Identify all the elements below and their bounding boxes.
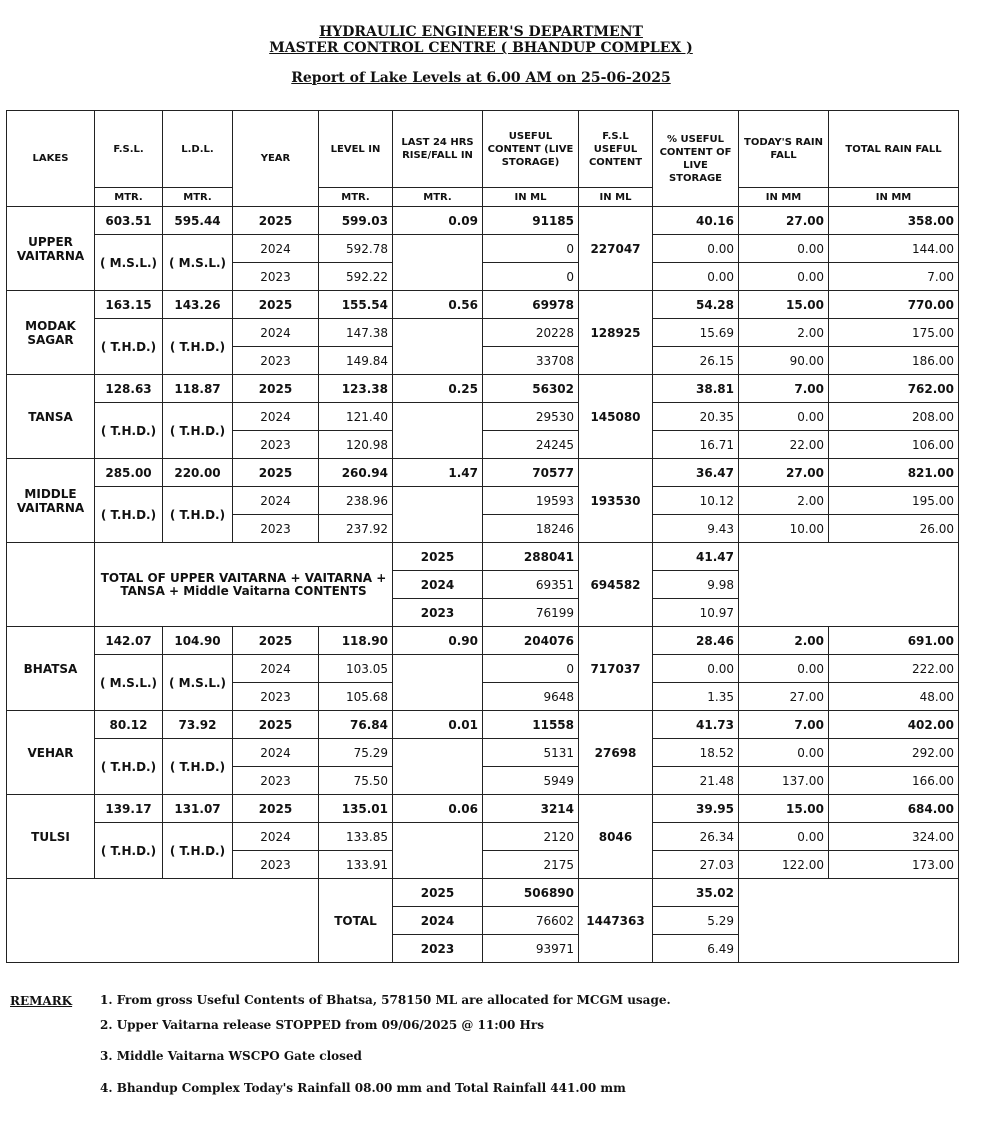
level-cell: 592.78 [319, 235, 393, 263]
useful-content-cell: 24245 [483, 431, 579, 459]
total-label: TOTAL [319, 879, 393, 963]
unit-total-rain: IN MM [829, 188, 959, 207]
blank-span [7, 879, 319, 963]
today-rain-cell: 27.00 [739, 207, 829, 235]
ldl-datum: ( T.H.D.) [163, 739, 233, 795]
year-cell: 2025 [393, 543, 483, 571]
fsl-useful-cell: 8046 [579, 795, 653, 879]
percent-cell: 28.46 [653, 627, 739, 655]
useful-content-cell: 29530 [483, 403, 579, 431]
percent-cell: 35.02 [653, 879, 739, 907]
col-total-rain: TOTAL RAIN FALL [829, 111, 959, 188]
useful-content-cell: 5131 [483, 739, 579, 767]
percent-cell: 0.00 [653, 235, 739, 263]
today-rain-cell: 0.00 [739, 263, 829, 291]
percent-cell: 6.49 [653, 935, 739, 963]
today-rain-cell: 7.00 [739, 711, 829, 739]
percent-cell: 41.73 [653, 711, 739, 739]
total-rain-cell: 691.00 [829, 627, 959, 655]
percent-cell: 15.69 [653, 319, 739, 347]
rise-fall-cell: 0.06 [393, 795, 483, 823]
table-row [7, 823, 959, 851]
percent-cell: 27.03 [653, 851, 739, 879]
useful-content-cell: 76199 [483, 599, 579, 627]
today-rain-cell: 2.00 [739, 487, 829, 515]
level-cell: 123.38 [319, 375, 393, 403]
remark-item-3: 3. Middle Vaitarna WSCPO Gate closed [100, 1049, 362, 1063]
level-cell: 149.84 [319, 347, 393, 375]
table-row [7, 459, 959, 487]
level-cell: 260.94 [319, 459, 393, 487]
lake-name: TULSI [7, 795, 95, 879]
year-cell: 2025 [233, 207, 319, 235]
percent-cell: 26.15 [653, 347, 739, 375]
today-rain-cell: 0.00 [739, 739, 829, 767]
total-rain-cell: 292.00 [829, 739, 959, 767]
fsl-useful-cell: 227047 [579, 207, 653, 291]
useful-content-cell: 0 [483, 263, 579, 291]
level-cell: 147.38 [319, 319, 393, 347]
rise-fall-cell: 1.47 [393, 459, 483, 487]
useful-content-cell: 0 [483, 655, 579, 683]
useful-content-cell: 91185 [483, 207, 579, 235]
table-row [7, 795, 959, 823]
today-rain-cell: 0.00 [739, 235, 829, 263]
fsl-useful-cell: 145080 [579, 375, 653, 459]
ldl-value: 220.00 [163, 459, 233, 487]
total-rain-cell: 166.00 [829, 767, 959, 795]
fsl-value: 128.63 [95, 375, 163, 403]
ldl-value: 104.90 [163, 627, 233, 655]
level-cell: 103.05 [319, 655, 393, 683]
year-cell: 2024 [233, 655, 319, 683]
fsl-datum: ( T.H.D.) [95, 739, 163, 795]
total-rain-cell: 402.00 [829, 711, 959, 739]
table-row [7, 711, 959, 739]
table-row [7, 739, 959, 767]
rise-fall-cell: 0.56 [393, 291, 483, 319]
rise-fall-blank [393, 487, 483, 543]
percent-cell: 39.95 [653, 795, 739, 823]
useful-content-cell: 20228 [483, 319, 579, 347]
today-rain-cell: 15.00 [739, 291, 829, 319]
level-cell: 105.68 [319, 683, 393, 711]
level-cell: 135.01 [319, 795, 393, 823]
fsl-datum: ( M.S.L.) [95, 655, 163, 711]
useful-content-cell: 9648 [483, 683, 579, 711]
total-rain-cell: 106.00 [829, 431, 959, 459]
unit-today-rain: IN MM [739, 188, 829, 207]
useful-content-cell: 288041 [483, 543, 579, 571]
ldl-datum: ( T.H.D.) [163, 487, 233, 543]
year-cell: 2024 [233, 235, 319, 263]
today-rain-cell: 137.00 [739, 767, 829, 795]
year-cell: 2023 [233, 851, 319, 879]
fsl-useful-cell: 128925 [579, 291, 653, 375]
fsl-value: 139.17 [95, 795, 163, 823]
year-cell: 2025 [233, 711, 319, 739]
today-rain-cell: 0.00 [739, 403, 829, 431]
lake-name: UPPER VAITARNA [7, 207, 95, 291]
today-rain-cell: 0.00 [739, 823, 829, 851]
blank-rain [739, 879, 959, 963]
rise-fall-cell: 0.25 [393, 375, 483, 403]
table-row [7, 375, 959, 403]
percent-cell: 1.35 [653, 683, 739, 711]
ldl-datum: ( T.H.D.) [163, 403, 233, 459]
rise-fall-blank [393, 403, 483, 459]
col-level: LEVEL IN [319, 111, 393, 188]
percent-cell: 10.12 [653, 487, 739, 515]
ldl-value: 595.44 [163, 207, 233, 235]
rise-fall-blank [393, 655, 483, 711]
percent-cell: 0.00 [653, 655, 739, 683]
remark-label: REMARK [10, 994, 73, 1008]
useful-content-cell: 33708 [483, 347, 579, 375]
year-cell: 2023 [233, 263, 319, 291]
table-row [7, 235, 959, 263]
useful-content-cell: 204076 [483, 627, 579, 655]
level-cell: 133.85 [319, 823, 393, 851]
ldl-datum: ( T.H.D.) [163, 823, 233, 879]
fsl-datum: ( T.H.D.) [95, 319, 163, 375]
useful-content-cell: 70577 [483, 459, 579, 487]
year-cell: 2024 [233, 319, 319, 347]
fsl-useful-cell: 694582 [579, 543, 653, 627]
unit-useful: IN ML [483, 188, 579, 207]
today-rain-cell: 0.00 [739, 655, 829, 683]
level-cell: 133.91 [319, 851, 393, 879]
level-cell: 76.84 [319, 711, 393, 739]
total-rain-cell: 175.00 [829, 319, 959, 347]
total-rain-cell: 770.00 [829, 291, 959, 319]
header-row [7, 111, 959, 188]
level-cell: 155.54 [319, 291, 393, 319]
ldl-datum: ( T.H.D.) [163, 319, 233, 375]
rise-fall-cell: 0.90 [393, 627, 483, 655]
lake-name: TANSA [7, 375, 95, 459]
level-cell: 237.92 [319, 515, 393, 543]
today-rain-cell: 2.00 [739, 319, 829, 347]
col-year: YEAR [233, 111, 319, 207]
col-ldl: L.D.L. [163, 111, 233, 188]
percent-cell: 26.34 [653, 823, 739, 851]
remark-item-2: 2. Upper Vaitarna release STOPPED from 09/06/2025 @ 11:00 Hrs [100, 1018, 544, 1032]
useful-content-cell: 76602 [483, 907, 579, 935]
fsl-datum: ( M.S.L.) [95, 235, 163, 291]
table-row [7, 487, 959, 515]
year-cell: 2023 [233, 515, 319, 543]
fsl-value: 80.12 [95, 711, 163, 739]
level-cell: 75.50 [319, 767, 393, 795]
col-useful: USEFUL CONTENT (LIVE STORAGE) [483, 111, 579, 188]
year-cell: 2024 [233, 403, 319, 431]
year-cell: 2023 [233, 431, 319, 459]
useful-content-cell: 506890 [483, 879, 579, 907]
remark-item-1: 1. From gross Useful Contents of Bhatsa, 578150 ML are allocated for MCGM usage. [100, 993, 671, 1007]
unit-ldl: MTR. [163, 188, 233, 207]
today-rain-cell: 122.00 [739, 851, 829, 879]
fsl-value: 603.51 [95, 207, 163, 235]
total-rain-cell: 821.00 [829, 459, 959, 487]
today-rain-cell: 90.00 [739, 347, 829, 375]
today-rain-cell: 27.00 [739, 459, 829, 487]
total-rain-cell: 173.00 [829, 851, 959, 879]
level-cell: 75.29 [319, 739, 393, 767]
blank-lake [7, 543, 95, 627]
col-today-rain: TODAY'S RAIN FALL [739, 111, 829, 188]
percent-cell: 0.00 [653, 263, 739, 291]
unit-level: MTR. [319, 188, 393, 207]
useful-content-cell: 19593 [483, 487, 579, 515]
year-cell: 2023 [233, 683, 319, 711]
table-row [7, 403, 959, 431]
year-cell: 2024 [393, 571, 483, 599]
table-row [7, 319, 959, 347]
useful-content-cell: 56302 [483, 375, 579, 403]
today-rain-cell: 7.00 [739, 375, 829, 403]
year-cell: 2023 [393, 935, 483, 963]
today-rain-cell: 27.00 [739, 683, 829, 711]
fsl-datum: ( T.H.D.) [95, 403, 163, 459]
percent-cell: 16.71 [653, 431, 739, 459]
rise-fall-blank [393, 823, 483, 879]
fsl-value: 163.15 [95, 291, 163, 319]
year-cell: 2024 [393, 907, 483, 935]
table-row [7, 655, 959, 683]
year-cell: 2024 [233, 739, 319, 767]
useful-content-cell: 3214 [483, 795, 579, 823]
total-rain-cell: 26.00 [829, 515, 959, 543]
year-cell: 2025 [233, 291, 319, 319]
department-title: HYDRAULIC ENGINEER'S DEPARTMENT [319, 24, 643, 40]
total-rain-cell: 186.00 [829, 347, 959, 375]
total-rain-cell: 684.00 [829, 795, 959, 823]
useful-content-cell: 69351 [483, 571, 579, 599]
today-rain-cell: 22.00 [739, 431, 829, 459]
col-rise: LAST 24 HRS RISE/FALL IN [393, 111, 483, 188]
level-cell: 121.40 [319, 403, 393, 431]
level-cell: 599.03 [319, 207, 393, 235]
year-cell: 2023 [393, 599, 483, 627]
total-rain-cell: 208.00 [829, 403, 959, 431]
useful-content-cell: 5949 [483, 767, 579, 795]
total-rain-cell: 222.00 [829, 655, 959, 683]
total-rain-cell: 358.00 [829, 207, 959, 235]
useful-content-cell: 2120 [483, 823, 579, 851]
total-rain-cell: 7.00 [829, 263, 959, 291]
ldl-value: 143.26 [163, 291, 233, 319]
useful-content-cell: 69978 [483, 291, 579, 319]
total-rain-cell: 48.00 [829, 683, 959, 711]
remark-item-4: 4. Bhandup Complex Today's Rainfall 08.00 mm and Total Rainfall 441.00 mm [100, 1081, 626, 1095]
total-row [7, 543, 959, 571]
lake-name: MODAK SAGAR [7, 291, 95, 375]
report-title: Report of Lake Levels at 6.00 AM on 25-06-2025 [291, 70, 671, 86]
year-cell: 2025 [233, 459, 319, 487]
fsl-useful-cell: 193530 [579, 459, 653, 543]
percent-cell: 41.47 [653, 543, 739, 571]
fsl-useful-cell: 27698 [579, 711, 653, 795]
useful-content-cell: 93971 [483, 935, 579, 963]
year-cell: 2025 [393, 879, 483, 907]
percent-cell: 54.28 [653, 291, 739, 319]
fsl-useful-cell: 1447363 [579, 879, 653, 963]
year-cell: 2023 [233, 767, 319, 795]
blank-rain [739, 543, 959, 627]
table-row [7, 291, 959, 319]
total-rain-cell: 195.00 [829, 487, 959, 515]
table-row [7, 207, 959, 235]
useful-content-cell: 18246 [483, 515, 579, 543]
percent-cell: 5.29 [653, 907, 739, 935]
ldl-value: 73.92 [163, 711, 233, 739]
percent-cell: 36.47 [653, 459, 739, 487]
percent-cell: 21.48 [653, 767, 739, 795]
level-cell: 238.96 [319, 487, 393, 515]
units-row [7, 188, 959, 207]
table-row [7, 627, 959, 655]
fsl-datum: ( T.H.D.) [95, 487, 163, 543]
unit-fsl-useful: IN ML [579, 188, 653, 207]
level-cell: 120.98 [319, 431, 393, 459]
total-rain-cell: 144.00 [829, 235, 959, 263]
ldl-datum: ( M.S.L.) [163, 235, 233, 291]
total-row [7, 879, 959, 907]
today-rain-cell: 15.00 [739, 795, 829, 823]
year-cell: 2025 [233, 795, 319, 823]
rise-fall-cell: 0.01 [393, 711, 483, 739]
percent-cell: 9.98 [653, 571, 739, 599]
fsl-value: 142.07 [95, 627, 163, 655]
unit-fsl: MTR. [95, 188, 163, 207]
rise-fall-blank [393, 739, 483, 795]
percent-cell: 18.52 [653, 739, 739, 767]
rise-fall-blank [393, 235, 483, 291]
centre-title: MASTER CONTROL CENTRE ( BHANDUP COMPLEX ) [269, 40, 693, 56]
col-fsl-useful: F.S.L USEFUL CONTENT [579, 111, 653, 188]
useful-content-cell: 2175 [483, 851, 579, 879]
lake-levels-table [6, 110, 959, 963]
col-pct: % USEFUL CONTENT OF LIVE STORAGE [653, 111, 739, 207]
today-rain-cell: 10.00 [739, 515, 829, 543]
lake-name: VEHAR [7, 711, 95, 795]
useful-content-cell: 0 [483, 235, 579, 263]
year-cell: 2025 [233, 375, 319, 403]
level-cell: 118.90 [319, 627, 393, 655]
percent-cell: 9.43 [653, 515, 739, 543]
subtotal-label: TOTAL OF UPPER VAITARNA + VAITARNA + TANSA + Middle Vaitarna CONTENTS [95, 543, 393, 627]
total-rain-cell: 762.00 [829, 375, 959, 403]
year-cell: 2024 [233, 487, 319, 515]
percent-cell: 40.16 [653, 207, 739, 235]
year-cell: 2024 [233, 823, 319, 851]
level-cell: 592.22 [319, 263, 393, 291]
ldl-datum: ( M.S.L.) [163, 655, 233, 711]
col-fsl: F.S.L. [95, 111, 163, 188]
fsl-useful-cell: 717037 [579, 627, 653, 711]
unit-rise: MTR. [393, 188, 483, 207]
percent-cell: 10.97 [653, 599, 739, 627]
ldl-value: 131.07 [163, 795, 233, 823]
total-rain-cell: 324.00 [829, 823, 959, 851]
percent-cell: 20.35 [653, 403, 739, 431]
useful-content-cell: 11558 [483, 711, 579, 739]
lake-name: MIDDLE VAITARNA [7, 459, 95, 543]
fsl-datum: ( T.H.D.) [95, 823, 163, 879]
col-lakes: LAKES [7, 111, 95, 207]
lake-name: BHATSA [7, 627, 95, 711]
rise-fall-cell: 0.09 [393, 207, 483, 235]
fsl-value: 285.00 [95, 459, 163, 487]
year-cell: 2023 [233, 347, 319, 375]
percent-cell: 38.81 [653, 375, 739, 403]
today-rain-cell: 2.00 [739, 627, 829, 655]
rise-fall-blank [393, 319, 483, 375]
ldl-value: 118.87 [163, 375, 233, 403]
year-cell: 2025 [233, 627, 319, 655]
